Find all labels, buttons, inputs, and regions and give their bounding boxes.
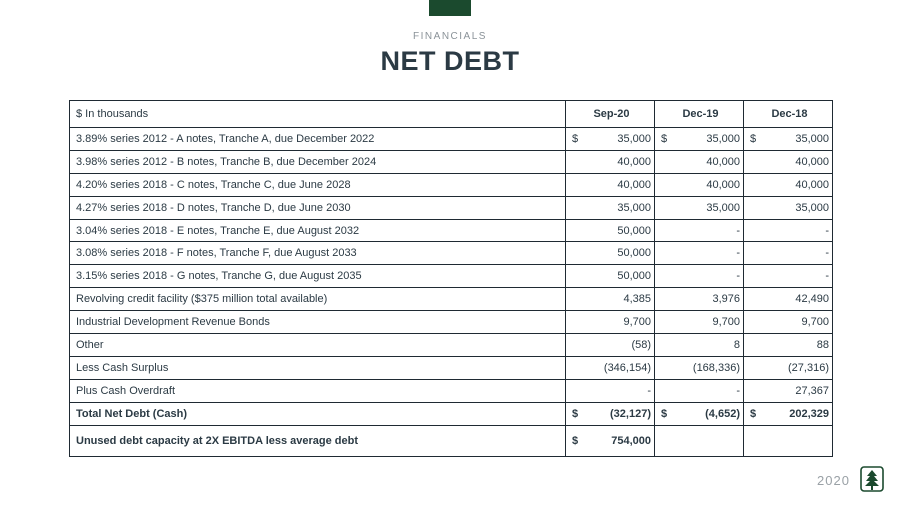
cell-dec19: - [655, 219, 744, 242]
table-row [70, 196, 833, 219]
table-row [70, 173, 833, 196]
cell-dec18: 27,367 [744, 379, 833, 402]
top-accent-bar [429, 0, 471, 16]
page-title: NET DEBT [380, 46, 520, 76]
table-row [70, 379, 833, 402]
total-dec18 [744, 402, 833, 425]
section-eyebrow: FINANCIALS [413, 31, 487, 42]
table-row [70, 288, 833, 311]
cell-value: (32,127) [610, 407, 651, 420]
total-sep20 [566, 402, 655, 425]
tree-logo-icon [860, 466, 884, 494]
header-units: $ In thousands [70, 101, 566, 128]
cell-dec19: 3,976 [655, 288, 744, 311]
cell-sep20: 50,000 [566, 265, 655, 288]
cell-dec18: 88 [744, 334, 833, 357]
table-row [70, 334, 833, 357]
cell-sep20 [566, 128, 655, 151]
row-label: 3.89% series 2012 - A notes, Tranche A, due December 2022 [70, 128, 566, 151]
table-body [70, 128, 833, 457]
total-dec19 [655, 402, 744, 425]
header-sep20: Sep-20 [566, 101, 655, 128]
currency-symbol: $ [572, 132, 579, 145]
cell-sep20: 4,385 [566, 288, 655, 311]
unused-dec19-empty [655, 425, 744, 456]
row-label: 3.08% series 2018 - F notes, Tranche F, due August 2033 [70, 242, 566, 265]
cell-value: 754,000 [611, 434, 651, 447]
cell-dec19: 40,000 [655, 150, 744, 173]
unused-dec18-empty [744, 425, 833, 456]
cell-dec18: 9,700 [744, 311, 833, 334]
row-label: 3.98% series 2012 - B notes, Tranche B, due December 2024 [70, 150, 566, 173]
cell-dec18: - [744, 265, 833, 288]
currency-symbol: $ [750, 407, 757, 420]
cell-sep20: 50,000 [566, 242, 655, 265]
cell-dec18: 40,000 [744, 173, 833, 196]
currency-symbol: $ [750, 132, 757, 145]
cell-sep20: 40,000 [566, 150, 655, 173]
cell-dec18: 35,000 [744, 196, 833, 219]
unused-sep20 [566, 425, 655, 456]
table-row [70, 311, 833, 334]
table-header-row [70, 101, 833, 128]
cell-dec19: 8 [655, 334, 744, 357]
cell-sep20: - [566, 379, 655, 402]
total-label: Total Net Debt (Cash) [70, 402, 566, 425]
row-label: 4.27% series 2018 - D notes, Tranche D, due June 2030 [70, 196, 566, 219]
cell-dec19: 9,700 [655, 311, 744, 334]
row-label: Less Cash Surplus [70, 356, 566, 379]
cell-sep20: 35,000 [566, 196, 655, 219]
unused-capacity-row [70, 425, 833, 456]
cell-sep20: 9,700 [566, 311, 655, 334]
net-debt-table [69, 100, 833, 457]
cell-value: 35,000 [706, 132, 740, 145]
row-label: 3.04% series 2018 - E notes, Tranche E, due August 2032 [70, 219, 566, 242]
cell-sep20: (58) [566, 334, 655, 357]
cell-dec19: 35,000 [655, 196, 744, 219]
row-label: Plus Cash Overdraft [70, 379, 566, 402]
cell-dec19: - [655, 242, 744, 265]
cell-dec18: 40,000 [744, 150, 833, 173]
cell-dec19: (168,336) [655, 356, 744, 379]
total-row [70, 402, 833, 425]
unused-label: Unused debt capacity at 2X EBITDA less average debt [70, 425, 566, 456]
footer-year: 2020 [817, 473, 850, 488]
table-row [70, 128, 833, 151]
cell-dec18 [744, 128, 833, 151]
currency-symbol: $ [661, 132, 668, 145]
currency-symbol: $ [572, 407, 579, 420]
cell-dec18: - [744, 219, 833, 242]
header-dec18: Dec-18 [744, 101, 833, 128]
cell-dec18: 42,490 [744, 288, 833, 311]
cell-value: 202,329 [789, 407, 829, 420]
table-row [70, 356, 833, 379]
table-row [70, 150, 833, 173]
row-label: 4.20% series 2018 - C notes, Tranche C, due June 2028 [70, 173, 566, 196]
cell-dec19: - [655, 265, 744, 288]
currency-symbol: $ [572, 434, 579, 447]
cell-dec18: - [744, 242, 833, 265]
cell-value: 35,000 [617, 132, 651, 145]
row-label: Other [70, 334, 566, 357]
header-dec19: Dec-19 [655, 101, 744, 128]
cell-sep20: 40,000 [566, 173, 655, 196]
table-row [70, 265, 833, 288]
cell-dec19 [655, 128, 744, 151]
row-label: Industrial Development Revenue Bonds [70, 311, 566, 334]
row-label: 3.15% series 2018 - G notes, Tranche G, due August 2035 [70, 265, 566, 288]
cell-dec19: 40,000 [655, 173, 744, 196]
row-label: Revolving credit facility ($375 million total available) [70, 288, 566, 311]
table-row [70, 242, 833, 265]
currency-symbol: $ [661, 407, 668, 420]
cell-value: 35,000 [795, 132, 829, 145]
table-row [70, 219, 833, 242]
cell-sep20: (346,154) [566, 356, 655, 379]
cell-dec19: - [655, 379, 744, 402]
cell-value: (4,652) [705, 407, 740, 420]
cell-dec18: (27,316) [744, 356, 833, 379]
cell-sep20: 50,000 [566, 219, 655, 242]
